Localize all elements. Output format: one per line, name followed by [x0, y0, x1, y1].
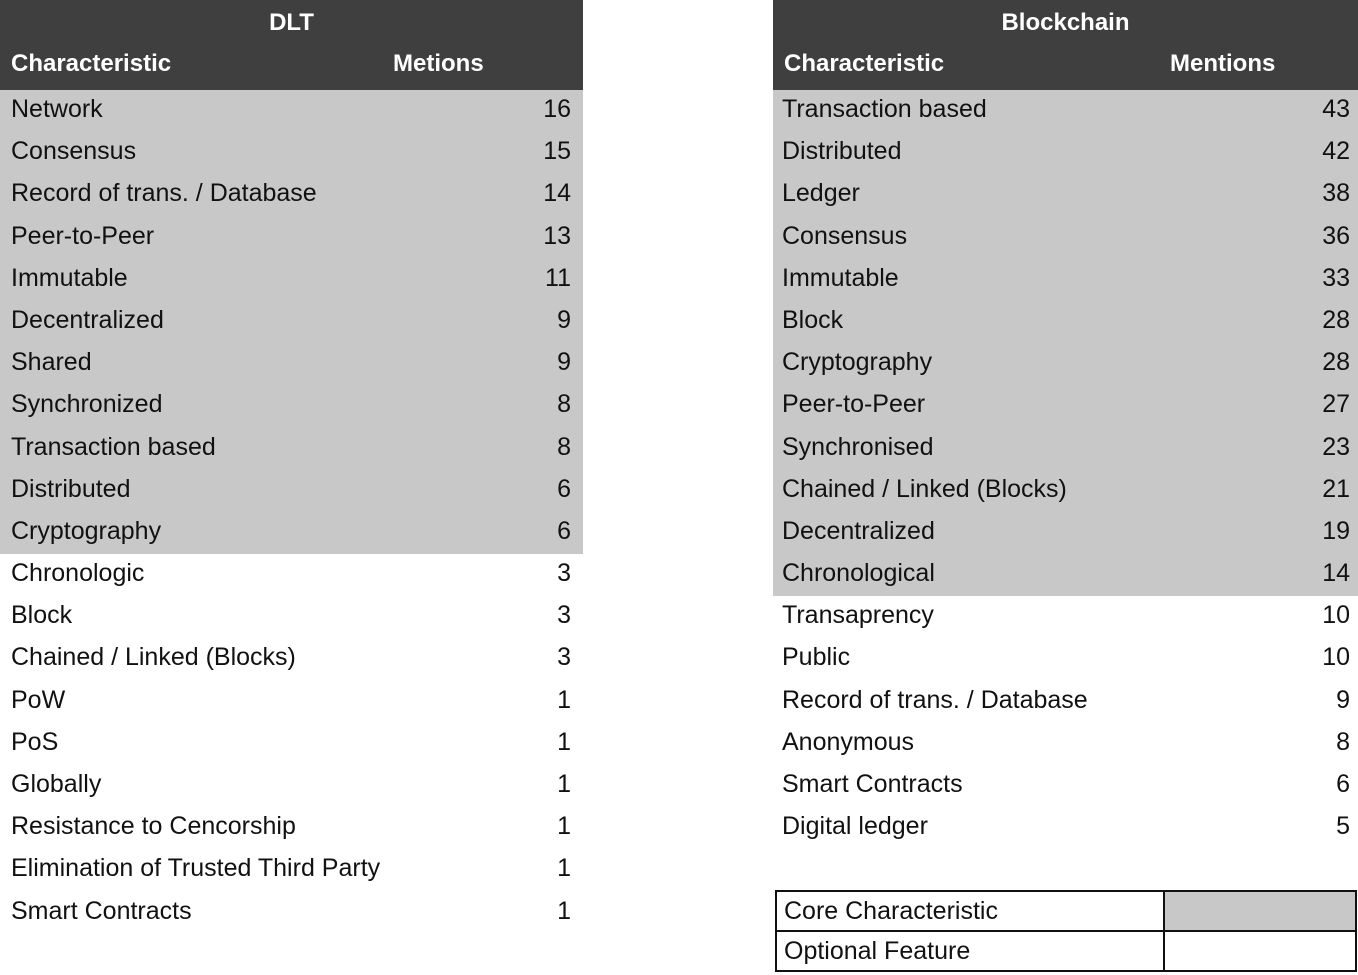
legend-core-label: Core Characteristic	[776, 891, 1164, 931]
row-characteristic: Distributed	[782, 137, 902, 166]
row-mentions: 42	[1322, 137, 1350, 166]
blockchain-table-body	[773, 90, 1358, 849]
row-characteristic: Consensus	[782, 221, 908, 250]
row-mentions: 21	[1322, 474, 1350, 503]
row-characteristic: Ledger	[782, 179, 860, 208]
row-characteristic: Chronological	[782, 559, 935, 588]
table-row	[0, 807, 583, 849]
legend-row-core	[776, 891, 1356, 931]
row-characteristic: Record of trans. / Database	[782, 685, 1088, 714]
table-row	[0, 681, 583, 723]
row-characteristic: Smart Contracts	[11, 896, 192, 925]
row-mentions: 1	[557, 896, 571, 925]
table-row	[0, 343, 583, 385]
row-mentions: 3	[557, 643, 571, 672]
row-mentions: 1	[557, 685, 571, 714]
table-row	[0, 512, 583, 554]
table-row	[0, 470, 583, 512]
blockchain-column-headers	[773, 44, 1358, 90]
dlt-col-mentions: Metions	[393, 50, 484, 77]
table-row	[773, 132, 1358, 174]
dlt-table-body	[0, 90, 583, 934]
row-mentions: 1	[557, 812, 571, 841]
legend-optional-swatch	[1164, 931, 1356, 971]
dlt-column-headers	[0, 44, 583, 90]
table-row	[0, 723, 583, 765]
row-characteristic: Smart Contracts	[782, 770, 963, 798]
row-mentions: 14	[1322, 559, 1350, 588]
table-row	[773, 765, 1358, 807]
row-characteristic: Globally	[11, 770, 102, 798]
row-mentions: 10	[1322, 643, 1350, 672]
row-mentions: 23	[1322, 432, 1350, 461]
row-characteristic: Cryptography	[11, 516, 162, 545]
row-characteristic: Decentralized	[11, 305, 164, 334]
row-mentions: 43	[1322, 95, 1350, 123]
row-characteristic: Record of trans. / Database	[11, 179, 317, 208]
row-mentions: 36	[1322, 221, 1350, 250]
row-mentions: 6	[557, 516, 571, 545]
table-row	[0, 596, 583, 638]
table-row	[773, 638, 1358, 680]
row-mentions: 28	[1322, 305, 1350, 334]
row-mentions: 14	[543, 179, 571, 208]
row-mentions: 1	[557, 727, 571, 756]
table-row	[0, 217, 583, 259]
table-row	[773, 807, 1358, 849]
blockchain-col-characteristic: Characteristic	[784, 50, 945, 77]
table-row	[773, 596, 1358, 638]
row-characteristic: Shared	[11, 348, 92, 377]
table-row	[0, 638, 583, 680]
row-characteristic: Transaction based	[782, 95, 987, 123]
table-row	[773, 301, 1358, 343]
row-characteristic: Chained / Linked (Blocks)	[782, 474, 1067, 503]
row-mentions: 8	[557, 390, 571, 419]
row-mentions: 16	[543, 95, 571, 123]
table-row	[0, 765, 583, 807]
table-row	[0, 90, 583, 132]
row-mentions: 1	[557, 854, 571, 883]
row-characteristic: Anonymous	[782, 727, 915, 756]
table-row	[0, 132, 583, 174]
table-row	[773, 343, 1358, 385]
row-characteristic: Transaprency	[782, 601, 934, 630]
row-mentions: 3	[557, 601, 571, 630]
row-mentions: 8	[1336, 727, 1350, 756]
table-row	[773, 428, 1358, 470]
row-characteristic: PoS	[11, 727, 59, 756]
table-row	[773, 681, 1358, 723]
row-characteristic: Immutable	[782, 263, 899, 292]
table-row	[773, 554, 1358, 596]
row-characteristic: Block	[11, 601, 73, 630]
row-mentions: 6	[557, 474, 571, 503]
row-mentions: 11	[545, 263, 571, 292]
row-mentions: 38	[1322, 179, 1350, 208]
row-mentions: 33	[1322, 263, 1350, 292]
row-characteristic: Transaction based	[11, 432, 216, 461]
row-characteristic: Peer-to-Peer	[11, 221, 155, 250]
blockchain-col-mentions: Mentions	[1170, 50, 1276, 77]
table-row	[773, 723, 1358, 765]
row-characteristic: Immutable	[11, 263, 128, 292]
table-row	[0, 554, 583, 596]
blockchain-table	[773, 0, 1358, 849]
row-characteristic: Synchronized	[11, 390, 163, 419]
row-characteristic: Digital ledger	[782, 812, 928, 841]
table-row	[773, 385, 1358, 427]
row-characteristic: PoW	[11, 685, 66, 714]
dlt-table	[0, 0, 583, 934]
table-row	[0, 301, 583, 343]
row-characteristic: Network	[11, 95, 103, 123]
row-mentions: 19	[1322, 516, 1350, 545]
row-characteristic: Resistance to Cencorship	[11, 812, 296, 841]
table-row	[0, 259, 583, 301]
row-characteristic: Decentralized	[782, 516, 935, 545]
row-characteristic: Chained / Linked (Blocks)	[11, 643, 296, 672]
table-row	[773, 174, 1358, 216]
row-mentions: 6	[1336, 770, 1350, 798]
legend-row-optional	[776, 931, 1356, 971]
row-characteristic: Elimination of Trusted Third Party	[11, 854, 381, 883]
dlt-table-title: DLT	[269, 9, 314, 36]
row-characteristic: Block	[782, 305, 844, 334]
table-row	[0, 385, 583, 427]
dlt-table-header	[0, 0, 583, 90]
row-mentions: 27	[1322, 390, 1350, 419]
table-row	[773, 470, 1358, 512]
legend-core-swatch	[1164, 891, 1356, 931]
row-characteristic: Peer-to-Peer	[782, 390, 926, 419]
row-mentions: 8	[557, 432, 571, 461]
row-mentions: 9	[557, 348, 571, 377]
row-characteristic: Chronologic	[11, 559, 145, 588]
row-mentions: 9	[1336, 685, 1350, 714]
row-mentions: 9	[557, 305, 571, 334]
row-characteristic: Synchronised	[782, 432, 934, 461]
row-mentions: 1	[557, 770, 571, 798]
row-mentions: 15	[543, 137, 571, 166]
blockchain-table-title: Blockchain	[1001, 9, 1130, 36]
row-characteristic: Consensus	[11, 137, 137, 166]
row-mentions: 10	[1322, 601, 1350, 630]
table-row	[0, 892, 583, 934]
legend-optional-label: Optional Feature	[776, 931, 1164, 971]
dlt-col-characteristic: Characteristic	[11, 50, 172, 77]
table-row	[0, 849, 583, 891]
table-row	[0, 174, 583, 216]
table-row	[773, 259, 1358, 301]
row-characteristic: Distributed	[11, 474, 131, 503]
table-row	[773, 217, 1358, 259]
blockchain-table-header	[773, 0, 1358, 90]
row-mentions: 28	[1322, 348, 1350, 377]
row-mentions: 3	[557, 559, 571, 588]
table-row	[773, 512, 1358, 554]
legend	[775, 890, 1357, 972]
table-row	[773, 90, 1358, 132]
row-characteristic: Cryptography	[782, 348, 933, 377]
row-mentions: 5	[1336, 812, 1350, 841]
row-characteristic: Public	[782, 643, 851, 672]
row-mentions: 13	[543, 221, 571, 250]
table-row	[0, 428, 583, 470]
